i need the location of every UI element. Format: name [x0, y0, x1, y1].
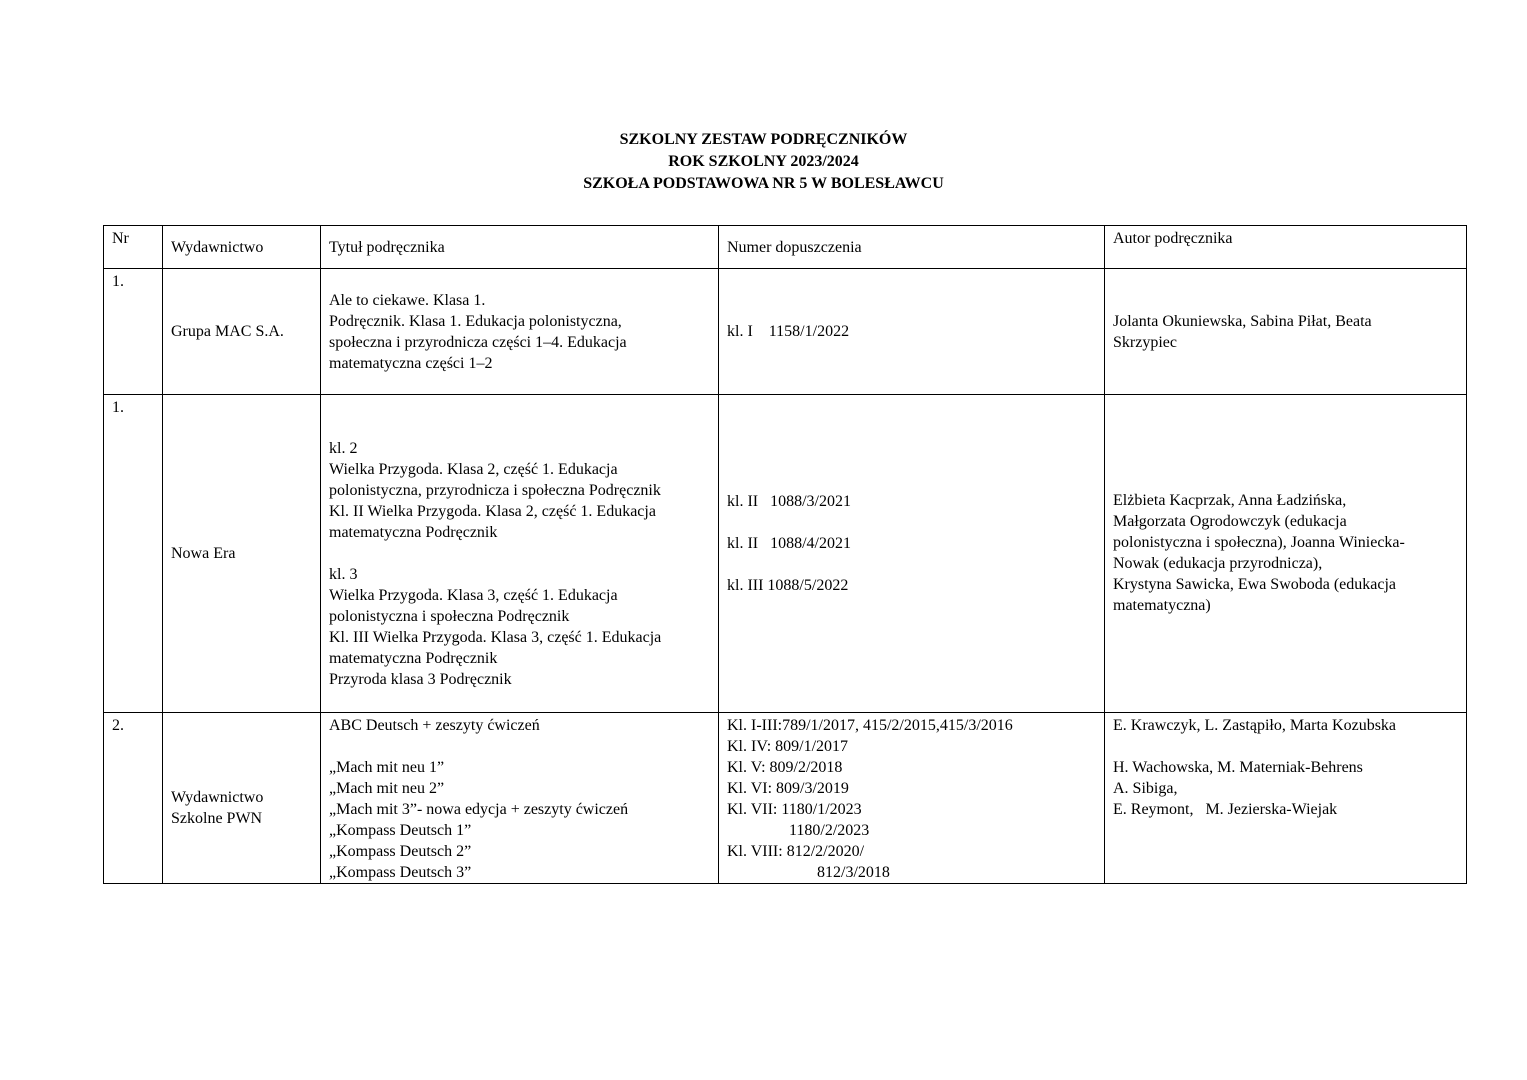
- publisher-line: Szkolne PWN: [171, 810, 263, 827]
- title-line: „Mach mit 3”- nowa edycja + zeszyty ćwiczeń: [329, 801, 629, 818]
- number-line: Kl. VIII: 812/2/2020/: [727, 843, 865, 860]
- title-line: Wielka Przygoda. Klasa 2, część 1. Edukacja: [329, 460, 618, 478]
- table-row: [104, 269, 1467, 395]
- publisher-line: Wydawnictwo: [171, 789, 264, 806]
- title-line: kl. 3: [329, 565, 358, 583]
- title-line: Kl. III Wielka Przygoda. Klasa 3, część 1. Edukacja: [329, 628, 662, 646]
- header-school-year: ROK SZKOLNY 2023/2024: [668, 153, 859, 170]
- row-publisher: [163, 269, 321, 395]
- document-header: [0, 129, 1527, 195]
- header-school-name: SZKOŁA PODSTAWOWA NR 5 W BOLESŁAWCU: [583, 175, 944, 192]
- title-line: kl. 2: [329, 439, 358, 457]
- title-line: matematyczna Podręcznik: [329, 523, 498, 541]
- title-line: Ale to ciekawe. Klasa 1.: [329, 291, 486, 309]
- author-line: Elżbieta Kacprzak, Anna Ładzińska,: [1113, 491, 1347, 509]
- title-line: „Kompass Deutsch 1”: [329, 822, 472, 839]
- number-line: Kl. I-III:789/1/2017, 415/2/2015,415/3/2016: [727, 717, 1013, 734]
- row-number: [719, 395, 1105, 713]
- author-line: matematyczna): [1113, 596, 1211, 614]
- table-row: [104, 713, 1467, 884]
- publisher-line: Nowa Era: [171, 545, 236, 562]
- title-line: „Mach mit neu 1”: [329, 759, 445, 776]
- row-nr: 1.: [104, 269, 163, 395]
- author-line: A. Sibiga,: [1113, 780, 1178, 797]
- row-number: [719, 269, 1105, 395]
- number-line: Kl. IV: 809/1/2017: [727, 738, 849, 755]
- title-line: społeczna i przyrodnicza części 1–4. Edukacja: [329, 333, 627, 351]
- number-line: 1180/2/2023: [789, 822, 870, 839]
- row-author: [1105, 713, 1467, 884]
- row-author: [1105, 395, 1467, 713]
- row-publisher: [163, 395, 321, 713]
- author-line: Krystyna Sawicka, Ewa Swoboda (edukacja: [1113, 575, 1397, 593]
- number-line: kl. II 1088/3/2021: [727, 493, 851, 510]
- title-line: polonistyczna, przyrodnicza i społeczna Podręcznik: [329, 481, 661, 499]
- title-line: polonistyczna i społeczna Podręcznik: [329, 607, 570, 625]
- header-author: Autor podręcznika: [1105, 226, 1467, 269]
- number-line: Kl. V: 809/2/2018: [727, 759, 843, 776]
- title-line: „Mach mit neu 2”: [329, 780, 445, 797]
- table-row: [104, 395, 1467, 713]
- title-line: ABC Deutsch + zeszyty ćwiczeń: [329, 717, 540, 734]
- title-line: „Kompass Deutsch 3”: [329, 864, 472, 881]
- author-line: Jolanta Okuniewska, Sabina Piłat, Beata: [1113, 312, 1372, 330]
- title-line: „Kompass Deutsch 2”: [329, 843, 472, 860]
- header-title: Tytuł podręcznika: [321, 226, 719, 269]
- row-title: [321, 269, 719, 395]
- title-line: matematyczna Podręcznik: [329, 649, 498, 667]
- textbook-table: [103, 225, 1467, 884]
- number-line: 812/3/2018: [817, 864, 890, 881]
- table-header-row: [104, 226, 1467, 269]
- number-line: kl. III 1088/5/2022: [727, 577, 849, 594]
- row-nr: 2.: [104, 713, 163, 884]
- number-line: kl. II 1088/4/2021: [727, 535, 851, 552]
- row-title: [321, 395, 719, 713]
- number-line: kl. I 1158/1/2022: [727, 323, 850, 340]
- number-line: Kl. VII: 1180/1/2023: [727, 801, 862, 818]
- author-line: E. Reymont, M. Jezierska-Wiejak: [1113, 801, 1338, 818]
- row-number: [719, 713, 1105, 884]
- author-line: Małgorzata Ogrodowczyk (edukacja: [1113, 512, 1347, 530]
- row-title: [321, 713, 719, 884]
- row-nr: 1.: [104, 395, 163, 713]
- title-line: Podręcznik. Klasa 1. Edukacja polonistyczna,: [329, 312, 622, 330]
- title-line: matematyczna części 1–2: [329, 354, 493, 372]
- publisher-line: Grupa MAC S.A.: [171, 323, 284, 340]
- header-publisher: Wydawnictwo: [163, 226, 321, 269]
- number-line: Kl. VI: 809/3/2019: [727, 780, 849, 797]
- author-line: E. Krawczyk, L. Zastąpiło, Marta Kozubska: [1113, 717, 1397, 734]
- title-line: Przyroda klasa 3 Podręcznik: [329, 670, 512, 688]
- title-line: Wielka Przygoda. Klasa 3, część 1. Edukacja: [329, 586, 618, 604]
- author-line: polonistyczna i społeczna), Joanna Winiecka-: [1113, 533, 1405, 551]
- row-author: [1105, 269, 1467, 395]
- title-line: Kl. II Wielka Przygoda. Klasa 2, część 1. Edukacja: [329, 502, 656, 520]
- header-title: SZKOLNY ZESTAW PODRĘCZNIKÓW: [619, 131, 908, 148]
- row-publisher: [163, 713, 321, 884]
- author-line: Skrzypiec: [1113, 333, 1177, 351]
- author-line: H. Wachowska, M. Materniak-Behrens: [1113, 759, 1363, 776]
- header-nr: Nr: [104, 226, 163, 269]
- header-number: Numer dopuszczenia: [719, 226, 1105, 269]
- author-line: Nowak (edukacja przyrodnicza),: [1113, 554, 1323, 572]
